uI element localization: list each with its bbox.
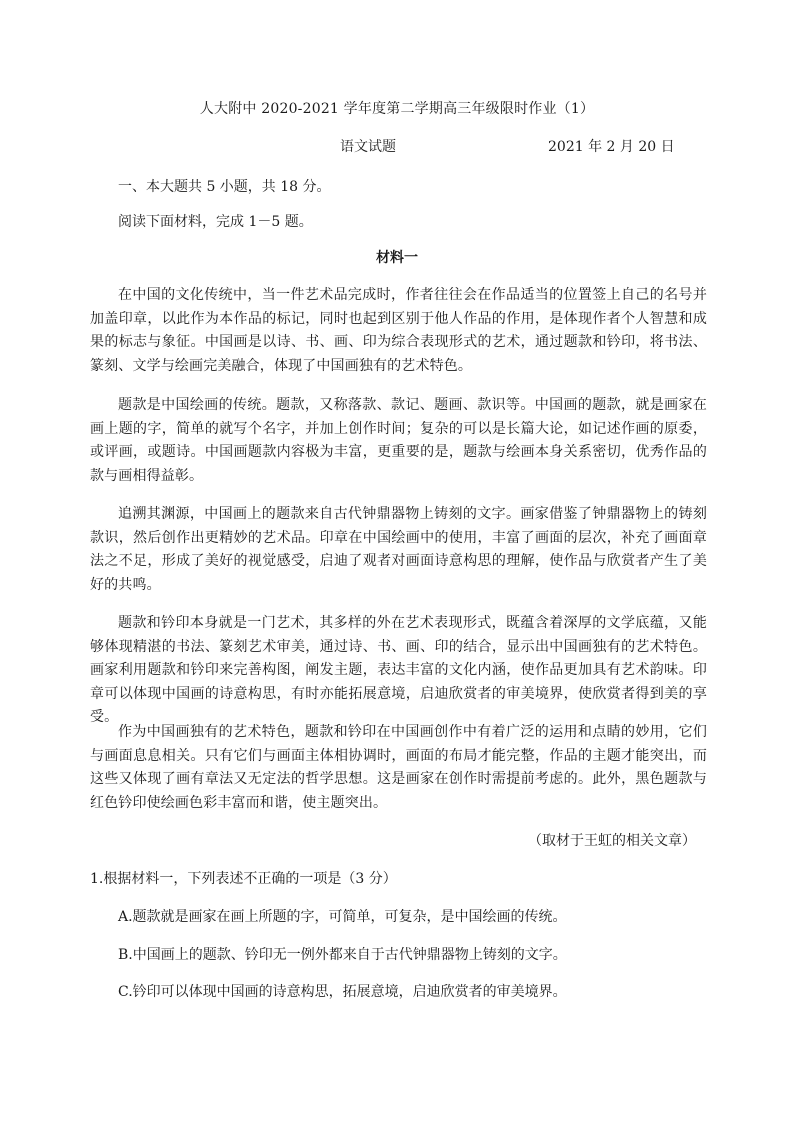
material-heading: 材料一 <box>376 250 418 266</box>
question-1-option-c: C.钤印可以体现中国画的诗意构思，拓展意境，启迪欣赏者的审美境界。 <box>118 984 567 1000</box>
section-intro: 一、本大题共 5 小题，共 18 分。 <box>118 179 331 195</box>
source-citation: （取材于王虹的相关文章） <box>528 833 696 849</box>
paragraph-1: 在中国的文化传统中，当一件艺术品完成时，作者往往会在作品适当的位置签上自己的名号并加盖印章，以此作为本作品的标记，同时也起到区别于他人作品的作用，是体现作者个人智慧和成果的标志与象征。中国画是以诗、书、画、印为综合表现形式的艺术，通过题款和钤印，将书法、篆刻、文学与绘画完美融合，体现了中国画独有的艺术特色。 <box>90 287 707 374</box>
paragraph-2: 题款是中国绘画的传统。题款，又称落款、款记、题画、款识等。中国画的题款，就是画家在画上题的字，简单的就写个名字，并加上创作时间；复杂的可以是长篇大论，如记述作画的原委，或评画，或题诗。中国画题款内容极为丰富，更重要的是，题款与绘画本身关系密切，优秀作品的款与画相得益彰。 <box>90 397 707 484</box>
paragraph-3: 追溯其渊源，中国画上的题款来自古代钟鼎器物上铸刻的文字。画家借鉴了钟鼎器物上的铸刻款识，然后创作出更精妙的艺术品。印章在中国绘画中的使用，丰富了画面的层次，补充了画面章法之不足，形成了美好的视觉感受，启迪了观者对画面诗意构思的理解，使作品与欣赏者产生了美好的共鸣。 <box>90 506 707 593</box>
exam-title: 人大附中 2020-2021 学年度第二学期高三年级限时作业（1） <box>199 101 595 117</box>
question-1-stem: 1.根据材料一，下列表述不正确的一项是（3 分） <box>90 871 397 887</box>
paragraph-5: 作为中国画独有的艺术特色，题款和钤印在中国画创作中有着广泛的运用和点睛的妙用，它们与画面息息相关。只有它们与画面主体相协调时，画面的布局才能完整，作品的主题才能突出，而这些又体现了画有章法又无定法的哲学思想。这是画家在创作时需提前考虑的。此外，黑色题款与红色钤印使绘画色彩丰富而和谐，使主题突出。 <box>90 724 707 811</box>
question-1-option-a: A.题款就是画家在画上所题的字，可简单，可复杂，是中国绘画的传统。 <box>118 909 567 925</box>
question-1-option-b: B.中国画上的题款、钤印无一例外都来自于古代钟鼎器物上铸刻的文字。 <box>118 947 567 963</box>
exam-date: 2021 年 2 月 20 日 <box>548 139 675 155</box>
subject-label: 语文试题 <box>340 139 396 155</box>
reading-instruction: 阅读下面材料，完成 1－5 题。 <box>118 214 313 230</box>
paragraph-4: 题款和钤印本身就是一门艺术，其多样的外在艺术表现形式，既蕴含着深厚的文学底蕴，又能够体现精湛的书法、篆刻艺术审美，通过诗、书、画、印的结合，显示出中国画独有的艺术特色。画家利用题款和钤印来完善构图，阐发主题，表达丰富的文化内涵，使作品更加具有艺术韵味。印章可以体现中国画的诗意构思，有时亦能拓展意境，启迪欣赏者的审美境界，使欣赏者得到美的享受。 <box>90 615 707 725</box>
